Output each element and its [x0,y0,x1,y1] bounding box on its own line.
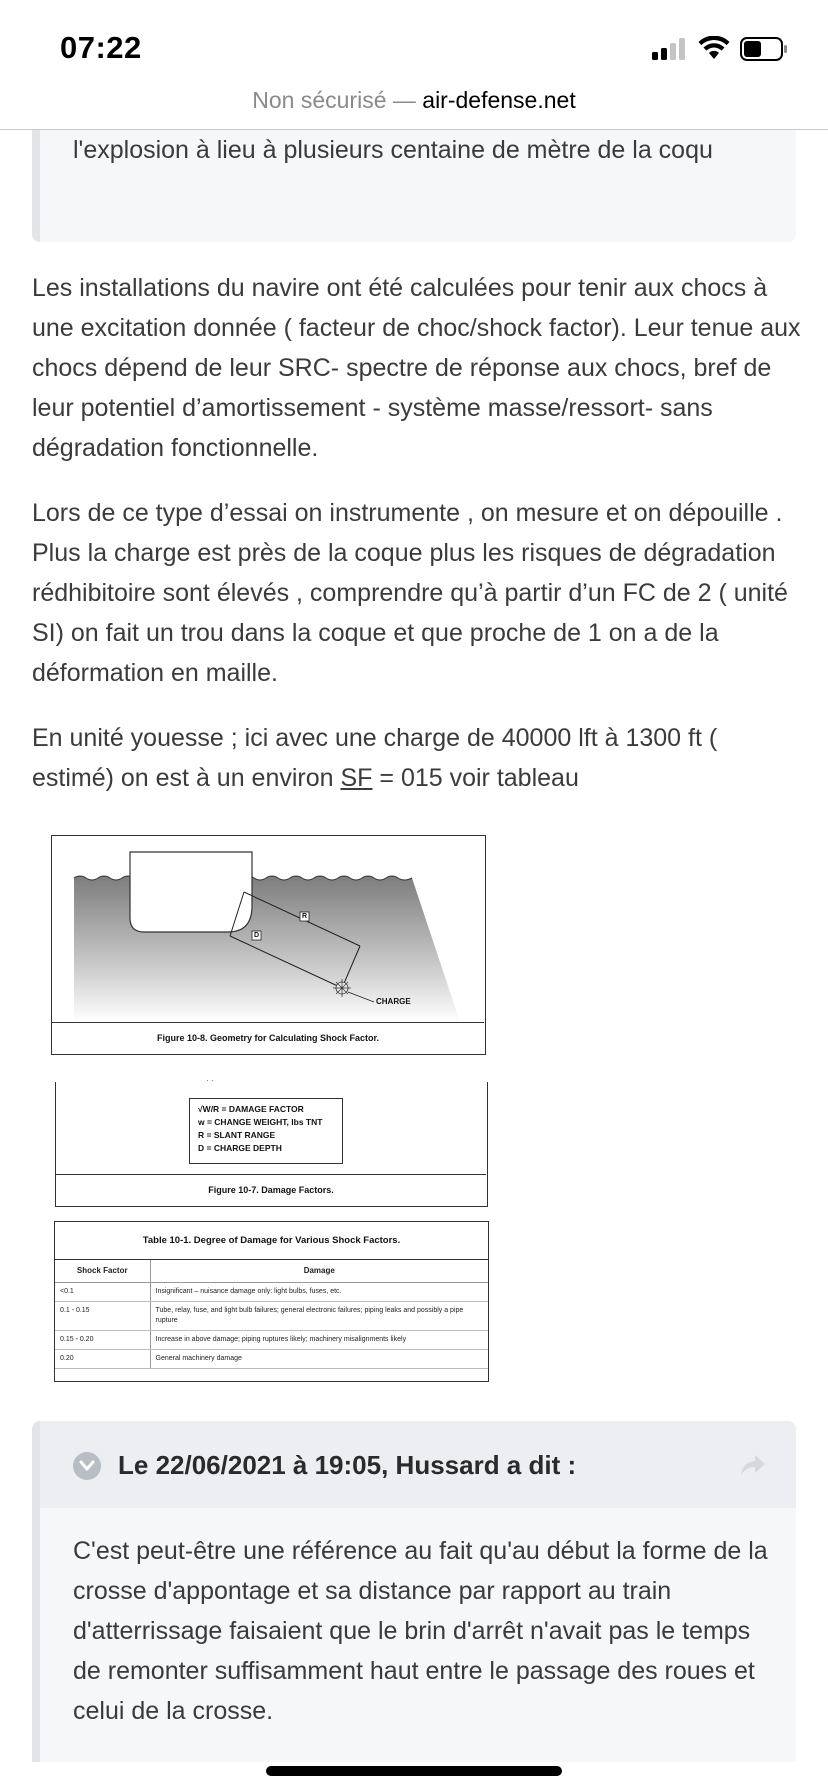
reply-author-line: Le 22/06/2021 à 19:05, Hussard a dit : [118,1450,577,1480]
table-cell: 0.1 - 0.15 [55,1301,150,1330]
legend-box [189,1098,343,1164]
label-charge: CHARGE [376,997,411,1006]
table-cell: Tube, relay, fuse, and light bulb failures; general electronic failures; piping leaks and possibly a pipe rupture [150,1301,488,1330]
figure1-caption: Figure 10-8. Geometry for Calculating Shock Factor. [52,1022,484,1054]
table-row [55,1349,488,1368]
table-grid [55,1260,488,1369]
table-title: Table 10-1. Degree of Damage for Various Shock Factors. [55,1222,488,1260]
figure2-top-dots: · · [206,1076,214,1085]
table-row [55,1282,488,1301]
figure-shock-geometry [51,835,486,1055]
status-time: 07:22 [60,30,142,65]
reply-header[interactable] [40,1421,796,1508]
table-cell: General machinery damage [150,1349,488,1368]
table-cell: 0.20 [55,1349,150,1368]
quote-text: l'explosion à lieu à plusieurs centaine de mètre de la coqu [73,136,713,164]
status-bar [0,0,828,80]
damage-table [54,1221,489,1382]
legend-line: D = CHARGE DEPTH [198,1143,282,1153]
label-r: R [302,913,308,920]
share-arrow-icon[interactable] [740,1453,766,1477]
legend-line: √W/R = DAMAGE FACTOR [198,1104,304,1114]
table-header-row [55,1260,488,1282]
signal-icon [652,38,688,60]
table-row [55,1330,488,1349]
legend-line: R = SLANT RANGE [198,1130,276,1140]
figure2-caption: Figure 10-7. Damage Factors. [56,1174,486,1205]
table-header: Shock Factor [55,1260,150,1282]
chevron-down-icon[interactable] [73,1452,101,1480]
table-row [55,1301,488,1330]
url-domain: air-defense.net [422,87,576,113]
paragraph-1: Les installations du navire ont été calculées pour tenir aux chocs à une excitation donnée ( facteur de choc/shock factor). Leur tenue aux chocs dépend de leur SRC- spectre de réponse aux chocs, bref de leur potentiel d’amortissement - système masse/ressort- sans dégradation fonctionnelle. [32,274,801,462]
table-header: Damage [150,1260,488,1282]
reply-quote [32,1421,796,1762]
paragraph-3 [32,718,802,798]
paragraph-3-after: = 015 voir tableau [372,764,579,792]
url-bar[interactable] [0,80,828,130]
paragraph-3-before: En unité youesse ; ici avec une charge de 40000 lft à 1300 ft ( estimé) on est à un environ [32,724,718,792]
url-security-label: Non sécurisé — [252,87,423,113]
table-cell: <0.1 [55,1282,150,1301]
geometry-diagram [52,836,484,1022]
legend-line: w = CHANGE WEIGHT, lbs TNT [198,1117,323,1127]
home-indicator[interactable] [266,1766,562,1776]
sf-underlined: SF [340,764,373,792]
paragraph-2: Lors de ce type d’essai on instrumente , on mesure et on dépouille . Plus la charge est près de la coque plus les risques de dégradation rédhibitoire sont élevés , comprendre qu’à partir d’un FC de 2 ( unité SI) on fait un trou dans la coque et que proche de 1 on a de la déformation en maille. [32,499,788,687]
table-cell: Insignificant – nuisance damage only: light bulbs, fuses, etc. [150,1282,488,1301]
wifi-icon [698,36,730,60]
figure-damage-factors [55,1076,488,1207]
quote-block [32,130,796,242]
reply-body: C'est peut-être une référence au fait qu'au début la forme de la crosse d'appontage et sa distance par rapport au train d'atterrissage faisaient que le brin d'arrêt n'avait pas le temps de remonter suffisamment haut entre le passage des roues et celui de la crosse. [73,1537,768,1725]
table-cell: Increase in above damage; piping ruptures likely; machinery misalignments likely [150,1330,488,1349]
battery-icon [740,37,788,61]
label-d: D [254,932,260,939]
table-cell: 0.15 - 0.20 [55,1330,150,1349]
